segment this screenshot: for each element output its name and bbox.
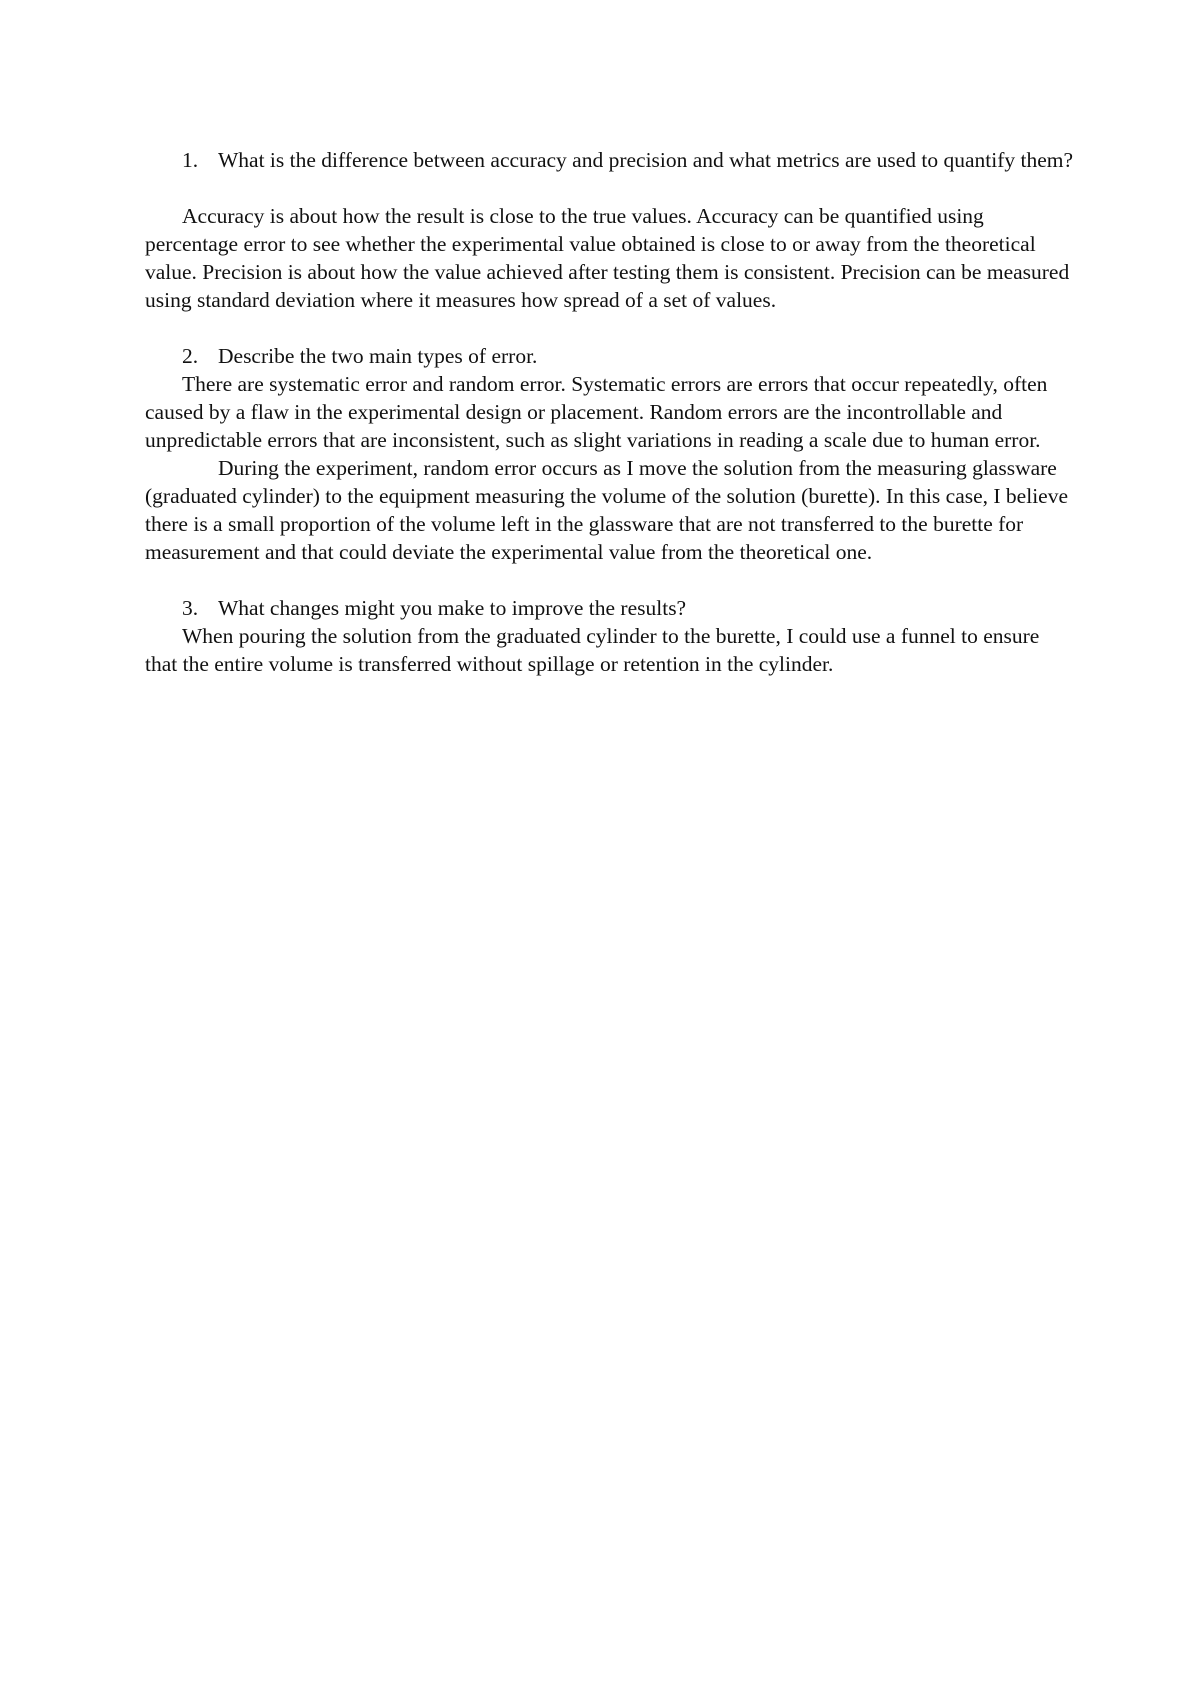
question-1-number: 1. — [182, 148, 199, 172]
question-3-number: 3. — [182, 596, 199, 620]
spacer — [145, 174, 1075, 202]
answer-3-paragraph: When pouring the solution from the graduated cylinder to the burette, I could use a funnel to ensure that the entire volume is transferred without spillage or retention in the cylinder. — [145, 624, 1040, 676]
question-2-number: 2. — [182, 344, 199, 368]
answer-1-paragraph: Accuracy is about how the result is close to the true values. Accuracy can be quantified using percentage error to see whether the experimental value obtained is close to or away from the theoretical value. Precision is about how the value achieved after testing them is consistent. Precision can be measured using standard deviation where it measures how spread of a set of values. — [145, 204, 1070, 312]
question-1 — [145, 146, 1075, 174]
question-3-text: What changes might you make to improve the results? — [218, 596, 687, 620]
question-2-text: Describe the two main types of error. — [218, 344, 538, 368]
spacer — [145, 314, 1075, 342]
answer-2-paragraph-1: There are systematic error and random error. Systematic errors are errors that occur repeatedly, often caused by a flaw in the experimental design or placement. Random errors are the incontrollable and unpredictable errors that are inconsistent, such as slight variations in reading a scale due to human error. — [145, 372, 1048, 452]
question-1-text: What is the difference between accuracy and precision and what metrics are used to quantify them? — [218, 148, 1074, 172]
document-body — [145, 146, 1075, 678]
spacer — [145, 566, 1075, 594]
question-3 — [145, 594, 1075, 622]
question-2 — [145, 342, 1075, 370]
answer-2-paragraph-2: During the experiment, random error occurs as I move the solution from the measuring glassware (graduated cylinder) to the equipment measuring the volume of the solution (burette). In this case, I believe there is a small proportion of the volume left in the glassware that are not transferred to the burette for measurement and that could deviate the experimental value from the theoretical one. — [145, 456, 1069, 564]
